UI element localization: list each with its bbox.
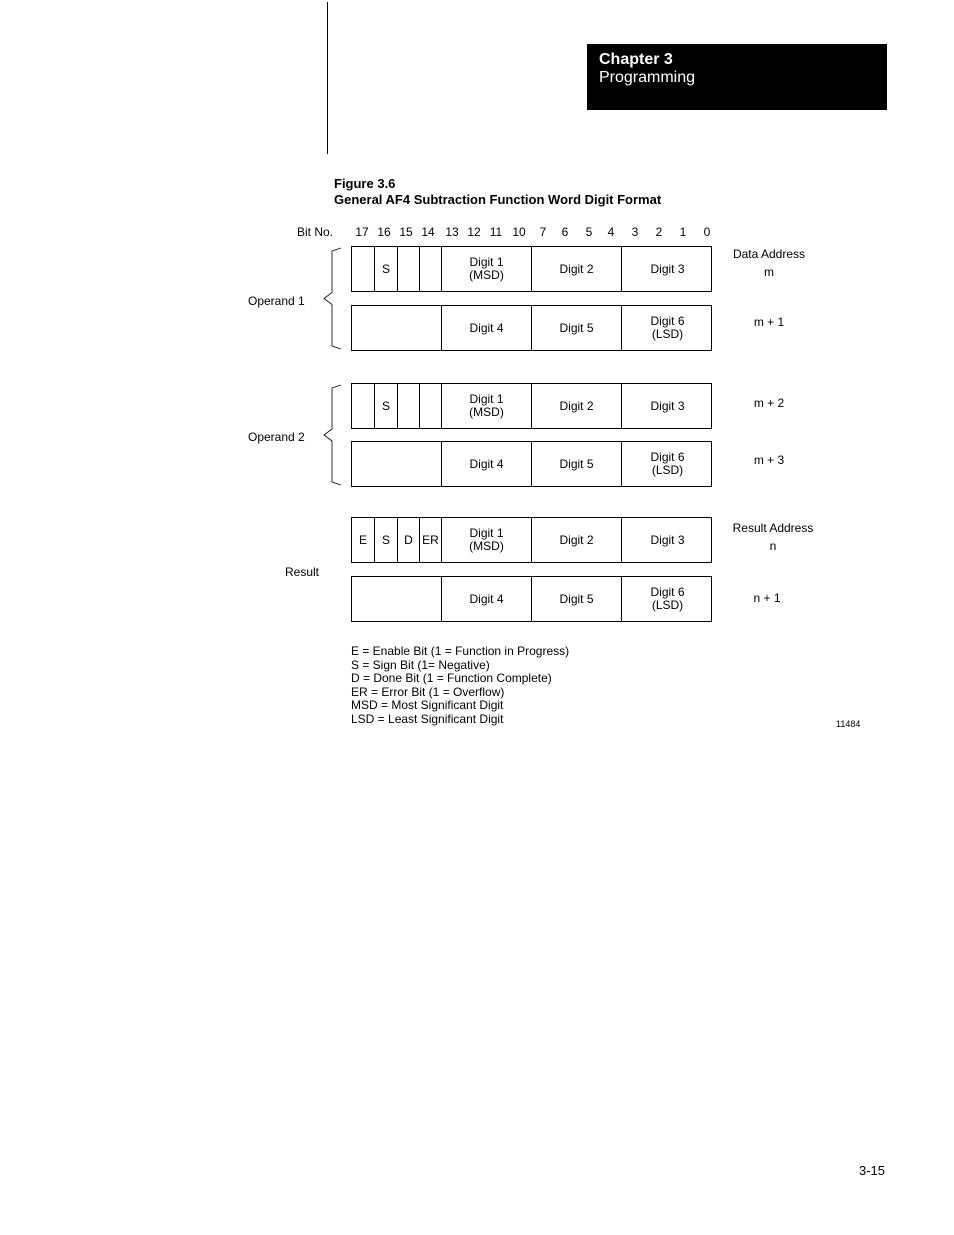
group-brace	[322, 248, 344, 349]
memory-word	[351, 246, 712, 292]
word-cell	[622, 442, 713, 486]
memory-word	[351, 517, 712, 563]
word-cell	[352, 306, 442, 350]
bit-number: 12	[467, 225, 481, 239]
bit-number: 10	[512, 225, 526, 239]
memory-word	[351, 383, 712, 429]
address-line: n	[769, 539, 777, 553]
word-cell	[352, 442, 442, 486]
word-address	[709, 315, 829, 329]
address-line: Data Address	[732, 247, 806, 261]
bit-number: 15	[399, 225, 413, 239]
chapter-header	[587, 44, 887, 110]
bit-number: 3	[631, 225, 639, 239]
bit-number: 6	[561, 225, 569, 239]
word-cell: Digit 5	[532, 442, 622, 486]
word-cell: Digit 4	[442, 577, 532, 621]
word-cell	[352, 577, 442, 621]
cell-text: (MSD)	[469, 539, 504, 553]
word-cell: Digit 2	[532, 384, 622, 428]
legend-line: S = Sign Bit (1= Negative)	[351, 657, 490, 672]
chapter-section: Programming	[599, 69, 696, 86]
word-cell: Digit 4	[442, 306, 532, 350]
bit-number: 4	[607, 225, 615, 239]
word-cell: Digit 5	[532, 306, 622, 350]
word-cell: Digit 3	[650, 261, 685, 276]
bit-number: 13	[445, 225, 459, 239]
word-address	[713, 519, 833, 555]
word-cell: Digit 2	[532, 247, 622, 291]
memory-word	[351, 441, 712, 487]
address-line: n + 1	[753, 591, 781, 605]
word-cell: Digit 3	[650, 398, 685, 413]
word-cell: ER	[420, 518, 442, 562]
cell-text: (LSD)	[651, 598, 684, 612]
word-address	[709, 396, 829, 410]
cell-text: (MSD)	[469, 405, 504, 419]
bit-number-label: Bit No.	[297, 225, 334, 239]
figure-number: Figure 3.6	[334, 176, 396, 191]
bit-number: 17	[355, 225, 369, 239]
word-cell: Digit 2	[532, 518, 622, 562]
address-line: Result Address	[732, 521, 814, 535]
memory-word	[351, 576, 712, 622]
word-cell: Digit 5	[532, 577, 622, 621]
word-cell	[442, 247, 532, 291]
memory-word	[351, 305, 712, 351]
word-cell	[442, 518, 532, 562]
group-label: Operand 1	[248, 294, 305, 308]
word-cell	[352, 384, 375, 428]
legend	[351, 645, 569, 727]
group-label: Operand 2	[248, 430, 305, 444]
figure-id: 11484	[836, 719, 861, 729]
word-cell	[352, 247, 375, 291]
bit-number: 0	[703, 225, 711, 239]
address-line: m	[764, 265, 774, 279]
word-cell	[398, 384, 420, 428]
legend-line: LSD = Least Significant Digit	[351, 711, 504, 726]
legend-line: E = Enable Bit (1 = Function in Progress)	[351, 644, 570, 658]
cell-text: Digit 6	[650, 450, 685, 464]
word-cell: Digit 3	[650, 532, 685, 547]
word-address	[707, 591, 827, 605]
legend-line: ER = Error Bit (1 = Overflow)	[351, 684, 505, 699]
cell-text: (MSD)	[469, 268, 504, 282]
page-number: 3-15	[859, 1163, 886, 1178]
word-cell: Digit 4	[442, 442, 532, 486]
word-cell: S	[375, 384, 398, 428]
word-cell	[420, 384, 442, 428]
word-cell	[442, 384, 532, 428]
address-line: m + 1	[753, 315, 785, 329]
bit-number: 1	[679, 225, 687, 239]
word-cell	[420, 247, 442, 291]
address-line: m + 2	[753, 396, 785, 410]
cell-text: Digit 6	[650, 314, 685, 328]
group-brace	[322, 385, 344, 485]
bit-number: 11	[489, 225, 503, 239]
figure-title: General AF4 Subtraction Function Word Digit Format	[334, 192, 662, 207]
bit-number: 7	[539, 225, 547, 239]
word-cell	[622, 577, 713, 621]
cell-text: (LSD)	[651, 463, 684, 477]
word-cell: E	[352, 518, 375, 562]
chapter-title: Chapter 3	[599, 51, 673, 68]
bit-number: 16	[377, 225, 391, 239]
cell-text: Digit 1	[469, 255, 504, 269]
legend-line: MSD = Most Significant Digit	[351, 698, 504, 713]
word-cell	[622, 306, 713, 350]
legend-line: D = Done Bit (1 = Function Complete)	[351, 671, 552, 686]
address-line: m + 3	[753, 453, 785, 467]
bit-number: 14	[421, 225, 435, 239]
cell-text: Digit 1	[469, 392, 504, 406]
bit-number: 2	[655, 225, 663, 239]
word-cell: D	[398, 518, 420, 562]
cell-text: (LSD)	[651, 327, 684, 341]
cell-text: Digit 6	[650, 585, 685, 599]
word-address	[709, 453, 829, 467]
word-address	[709, 245, 829, 281]
word-cell: S	[375, 518, 398, 562]
group-label: Result	[285, 565, 320, 579]
cell-text: Digit 1	[469, 526, 504, 540]
bit-number: 5	[585, 225, 593, 239]
margin-rule	[327, 2, 328, 154]
word-cell	[398, 247, 420, 291]
word-cell: S	[375, 247, 398, 291]
